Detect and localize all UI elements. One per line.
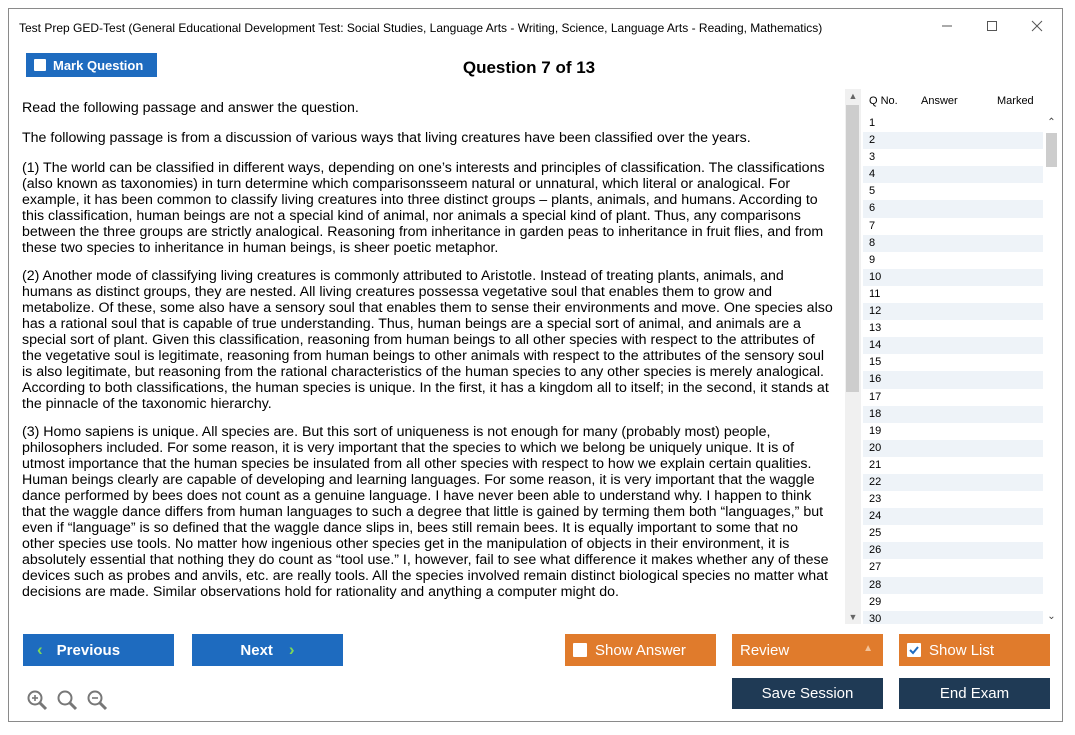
question-list-row[interactable]: 23 (869, 493, 882, 506)
maximize-button[interactable] (970, 13, 1014, 39)
app-window (8, 8, 1063, 722)
zoom-out-icon (86, 689, 108, 711)
question-list-row[interactable]: 1 (869, 117, 876, 129)
minimize-button[interactable] (925, 13, 969, 39)
chevron-right-icon: › (288, 640, 295, 659)
window-title: Test Prep GED-Test (General Educational Development Test: Social Studies, Language Arts - Writing, Science, Language Arts - Reading, Mathematics) (19, 21, 823, 35)
question-list-row[interactable]: 17 (869, 390, 882, 403)
dropdown-arrow-icon: ▲ (863, 643, 873, 654)
show-answer-button[interactable] (565, 634, 716, 666)
column-header-answer[interactable]: Answer (921, 95, 958, 107)
question-list-row[interactable]: 22 (863, 474, 1043, 491)
question-list-row[interactable]: 14 (863, 337, 1043, 354)
question-list-scrollbar[interactable] (1043, 115, 1060, 624)
scroll-down-arrow-icon[interactable]: ▼ (848, 612, 858, 622)
zoom-out-button[interactable] (86, 689, 108, 711)
close-icon (1031, 20, 1043, 32)
chevron-left-icon: ‹ (37, 640, 43, 659)
zoom-reset-button[interactable] (56, 689, 78, 711)
previous-label: Previous (56, 641, 121, 659)
question-list-row[interactable]: 28 (863, 577, 1043, 594)
list-scroll-up-icon[interactable]: ⌃ (1047, 117, 1056, 128)
question-list-row[interactable]: 30 (863, 611, 1043, 624)
passage-paragraph-3: (3) Homo sapiens is unique. All species are. But this sort of uniqueness is not enough for many (probably most) people, philosophers included. For some reason, it is very important that the species to which we belong be uniquely unique. It is of utmost importance that the human species be insulated from all other species with respect to how we explain certain qualities. Human beings clearly are capable of developing and learning languages. For some reason, it is very important that the waggle dance performed by bees does not count as a genuine language. I have never been able to understand why. I happen to think that the waggle dance differs from human languages to such a degree that little is gained by terming them both “languages,” but even if “language” is so defined that the waggle dance slips in, bees still remain bees. It is equally important to some that no other species use tools. No matter how ingenious other species get in the manipulation of objects in their environment, it is absolutely essential that nothing they do count as “tool use.” I, however, fail to see what difference it makes whether any of these devices such as probes and anvils, etc. are really tools. All the species involved remain distinct biological species no matter what decisions are made. Similar observations hold for rationality and anything a computer might do. (22, 424, 829, 600)
question-list-row[interactable]: 6 (863, 200, 1043, 217)
question-list-row[interactable]: 18 (863, 406, 1043, 423)
zoom-in-icon (26, 689, 48, 711)
question-list-row[interactable]: 27 (869, 561, 882, 574)
zoom-reset-icon (56, 689, 78, 711)
scroll-up-arrow-icon[interactable]: ▲ (848, 91, 858, 101)
question-list-row[interactable]: 25 (869, 527, 882, 540)
question-list-row[interactable]: 10 (863, 269, 1043, 286)
passage-panel (22, 100, 834, 624)
question-counter: Question 7 of 13 (462, 58, 596, 77)
passage-lead: The following passage is from a discussion of various ways that living creatures have been classified over the years. (22, 130, 751, 146)
question-list-row[interactable]: 24 (863, 508, 1043, 525)
column-header-qno[interactable]: Q No. (869, 95, 898, 107)
end-exam-button[interactable] (899, 678, 1050, 709)
question-list-row[interactable]: 7 (869, 219, 876, 232)
show-answer-checkbox[interactable] (573, 643, 587, 657)
question-list-row[interactable]: 21 (869, 458, 882, 471)
save-session-button[interactable] (732, 678, 883, 709)
question-list-rows (863, 115, 1043, 624)
previous-button[interactable] (23, 634, 174, 666)
question-list-row[interactable]: 9 (869, 253, 876, 266)
question-list-row[interactable]: 11 (869, 287, 881, 300)
passage-instruction: Read the following passage and answer the question. (22, 100, 359, 116)
next-label: Next (240, 641, 273, 659)
question-list-row[interactable]: 29 (869, 595, 882, 608)
show-answer-label: Show Answer (595, 641, 686, 659)
checkmark-icon (908, 644, 920, 656)
save-session-label: Save Session (761, 685, 854, 702)
close-button[interactable] (1015, 13, 1059, 39)
show-list-checkbox[interactable] (907, 643, 921, 657)
end-exam-label: End Exam (939, 685, 1010, 702)
list-scroll-thumb[interactable] (1046, 133, 1057, 167)
passage-scroll-thumb[interactable] (846, 105, 859, 392)
mark-question-label: Mark Question (53, 57, 144, 73)
minimize-icon (941, 20, 953, 32)
question-list-panel (863, 89, 1060, 624)
passage-paragraph-2: (2) Another mode of classifying living creatures is commonly attributed to Aristotle. Instead of treating plants, animals, and humans as distinct groups, they are nested. All living creatures possessa vegetative soul that enables them to grow and metabolize. Of these, some also have a sensory soul that enables them to sense their environments and move. One species also has a rational soul that is capable of true understanding. Thus, human beings are a special sort of animal, and animals are a special sort of plant. Given this classification, reasoning from human beings to all other species with respect to the attributes of the vegetative soul is legitimate, reasoning from human beings to other animals with respect to the attributes of the sensory soul is also legitimate, but reasoning from the rational characteristics of the human species to any other species is merely analogical. According to both classifications, the human species is unique. In the first, it has a kingdom all to itself; in the second, it stands at the pinnacle of the taxonomic hierarchy. (22, 268, 833, 412)
show-list-button[interactable] (899, 634, 1050, 666)
passage-paragraph-1: (1) The world can be classified in different ways, depending on one’s interests and principles of classification. The classifications (also known as taxonomies) in turn determine which comparisonsseem natural or unnatural, which literal or analogical. For example, it has been common to classify living creatures into three distinct groups – plants, animals, and humans. According to this classification, human beings are not a special kind of animal, nor animals a special kind of plant. Thus, any comparisons between the three groups are strictly analogical. Reasoning from inheritance in garden peas to inheritance in fruit flies, and from these two species to inheritance in human beings, is sheer poetic metaphor. (22, 160, 825, 256)
question-list-row[interactable]: 15 (869, 356, 882, 369)
question-list-row[interactable]: 12 (863, 303, 1043, 320)
question-list-row[interactable]: 13 (869, 322, 882, 335)
review-label: Review (740, 641, 790, 659)
next-button[interactable] (192, 634, 343, 666)
question-list-row[interactable]: 4 (863, 166, 1043, 183)
question-list-row[interactable]: 2 (863, 132, 1043, 149)
title-bar (9, 9, 1062, 42)
question-list-row[interactable]: 5 (869, 185, 876, 198)
question-list-row[interactable]: 8 (863, 235, 1043, 252)
zoom-in-button[interactable] (26, 689, 48, 711)
question-list-row[interactable]: 26 (863, 542, 1043, 559)
question-list-row[interactable]: 16 (863, 371, 1043, 388)
question-list-row[interactable]: 20 (863, 440, 1043, 457)
column-header-marked[interactable]: Marked (997, 95, 1034, 107)
passage-scrollbar[interactable] (845, 89, 861, 624)
show-list-label: Show List (929, 641, 995, 659)
question-list-row[interactable]: 19 (869, 424, 882, 437)
question-list-row[interactable]: 3 (869, 151, 876, 164)
review-dropdown[interactable] (732, 634, 883, 666)
maximize-icon (986, 20, 998, 32)
question-list-header (863, 89, 1060, 111)
list-scroll-down-icon[interactable]: ⌄ (1047, 611, 1056, 622)
